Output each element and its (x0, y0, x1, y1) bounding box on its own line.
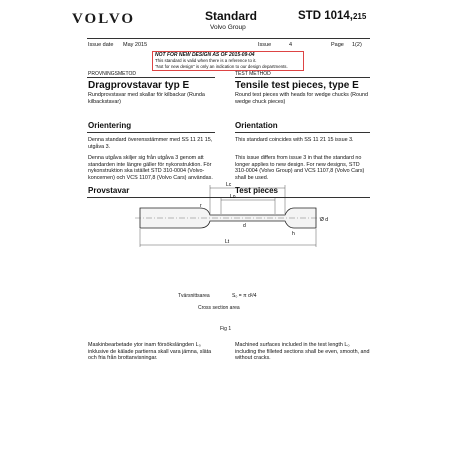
footnote-en: Machined surfaces included in the test length L₀ including the filleted sections shall be even, smooth, and without cracks. (235, 342, 370, 362)
notice-title: NOT FOR NEW DESIGN AS OF 2015-09-04 (155, 52, 255, 58)
left-title-rule (87, 77, 215, 78)
subtitle-en: Round test pieces with heads for wedge chucks (Round wedge chuck pieces) (235, 92, 369, 105)
issue-label: Issue (258, 42, 272, 48)
footnote-sv: Maskinbearbetade ytor inam försökslängden L₀ inklusive de kälade partierna skall vara jämna, släta och fria från brottanvisningar. (88, 342, 212, 362)
header-divider (87, 38, 370, 39)
notice-line-1: This standard is valid when there is a reference to it. (155, 58, 257, 64)
orient-heading-sv: Orientering (88, 121, 132, 130)
h-label: h (292, 231, 295, 237)
page-label: Page (331, 42, 344, 48)
page-value: 1(2) (352, 42, 362, 48)
figure-caption: Fig 1 (220, 326, 232, 332)
standard-number (298, 10, 366, 22)
notice-line-2: "Not for new design" is only an indication to our design departments. (155, 63, 288, 69)
volvo-logo: VOLVO (72, 11, 136, 27)
area-label: Tvärsnittsarea (178, 293, 210, 299)
standard-version: 215 (352, 12, 367, 21)
orient-p2-en: This issue differs from issue 3 in that the standard no longer applies to new design. For new designs, STD 310-0004 (Volvo Group) and VCS 1107,8 (Volvo Cars) shall be used. (235, 155, 365, 181)
method-label-sv: PROVNINGSMETOD (88, 71, 136, 77)
test-piece-drawing (130, 165, 330, 260)
orient-heading-en: Orientation (235, 121, 278, 130)
area-formula: S₀ = π d²/4 (232, 293, 257, 299)
orient-p1-sv: Denna standard överensstämmer med SS 11 21 15, utgåva 3. (88, 137, 213, 150)
right-title-rule (235, 77, 370, 78)
pieces-heading-en: Test pieces (235, 186, 278, 195)
d-diameter-label: Ø d (320, 217, 329, 223)
area-caption: Cross section area (198, 305, 240, 311)
d-label: d (243, 223, 246, 229)
standard-number-main: STD 1014, (298, 10, 353, 22)
orient-p1-en: This standard coincides with SS 11 21 15 issue 3. (235, 137, 354, 143)
document-subtitle: Volvo Group (210, 24, 246, 31)
lo-label: Lo (230, 194, 236, 200)
left-orient-rule (87, 132, 215, 133)
title-sv: Dragprovstavar typ E (88, 80, 190, 91)
subtitle-sv: Rundprovstavar med skallar för kilbackar (Runda kilbackstavar) (88, 92, 205, 105)
lt-label: Lt (225, 239, 230, 245)
method-label-en: TEST METHOD (235, 71, 271, 77)
issue-date-label: Issue date (88, 42, 114, 48)
orient-p2-sv: Denna utgåva skiljer sig från utgåva 3 genom att standarden inte längre gäller för nykonstruktion. För nykonstruktion ska istället STD 310-0004 (Volvo-koncernen) och VCS 1107,8 (Volvo Cars) användas. (88, 155, 213, 181)
issue-value: 4 (289, 42, 293, 48)
pieces-heading-sv: Provstavar (88, 186, 130, 195)
document-title: Standard (205, 9, 258, 23)
not-for-new-design-notice (152, 51, 304, 71)
issue-date-value: May 2015 (123, 42, 148, 48)
right-orient-rule (235, 132, 370, 133)
r-label: r (200, 203, 202, 209)
lc-label: Lc (226, 182, 232, 188)
title-en: Tensile test pieces, type E (235, 80, 359, 91)
